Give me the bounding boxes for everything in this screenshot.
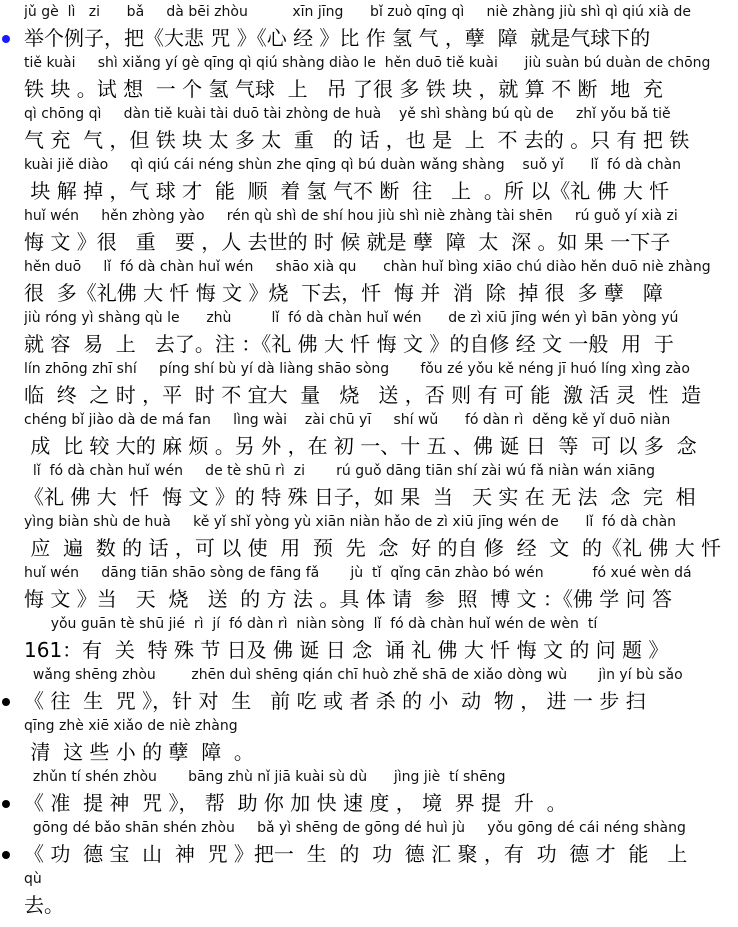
pinyin-line: jǔ gè lì zi bǎ dà bēi zhòu xīn jīng bǐ zuò qīng qì niè zhàng jiù shì qì qiú xià de: [24, 4, 692, 20]
passage-line: [0, 259, 738, 311]
chinese-line: 悔 文 》很 重 要 ，人 去世的 时 候 就是 孽 障 太 深 。如 果 一下子: [24, 230, 671, 254]
passage-line: [0, 208, 738, 260]
chinese-line: 很 多《礼佛 大 忏 悔 文 》烧 下去，忏 悔 并 消 除 掉 很 多 孽 障: [24, 281, 663, 305]
chinese-line: 悔 文 》当 天 烧 送 的 方 法 。具 体 请 参 照 博 文 ：《佛 学 问 答: [24, 587, 673, 611]
pinyin-line: qù: [24, 871, 42, 887]
chinese-line: 气 充 气 ，但 铁 块 太 多 太 重 的 话 ，也 是 上 不 去的 。只 有 把 铁: [24, 128, 690, 152]
chinese-line: 《 往 生 咒 》，针 对 生 前 吃 或 者 杀 的 小 动 物 ， 进 一 步 扫: [24, 689, 646, 713]
pinyin-line: lín zhōng zhī shí píng shí bù yí dà liàng shāo sòng fǒu zé yǒu kě néng jī huó líng xìng zào: [24, 361, 690, 377]
passage-line: [0, 106, 738, 158]
pinyin-line: zhǔn tí shén zhòu bāng zhù nǐ jiā kuài sù dù jìng jiè tí shēng: [24, 769, 506, 785]
chinese-line: 《 功 德 宝 山 神 咒 》把一 生 的 功 德 汇 聚 ，有 功 德 才 能 上: [24, 842, 688, 866]
chinese-line: 临 终 之 时 ，平 时 不 宜大 量 烧 送 ，否 则 有 可 能 激 活 灵 性 造: [24, 383, 702, 407]
chinese-line: 《礼 佛 大 忏 悔 文 》的 特 殊 日子，如 果 当 天 实 在 无 法 念 完 相: [24, 485, 696, 509]
pinyin-line: yǒu guān tè shū jié rì jí fó dàn rì niàn sòng lǐ fó dà chàn huǐ wén de wèn tí: [24, 616, 598, 632]
pinyin-line: qì chōng qì dàn tiě kuài tài duō tài zhòng de huà yě shì shàng bú qù de zhǐ yǒu bǎ tiě: [24, 106, 671, 122]
passage-line: [0, 55, 738, 107]
chinese-line: 就 容 易 上 去了。注 ：《礼 佛 大 忏 悔 文 》的自修 经 文 一般 用 于: [24, 332, 674, 356]
pinyin-line: lǐ fó dà chàn huǐ wén de tè shū rì zi rú guǒ dāng tiān shí zài wú fǎ niàn wán xiāng: [24, 463, 655, 479]
list-item-continuation: [0, 718, 738, 770]
passage-line: [0, 412, 738, 464]
passage-line: [0, 565, 738, 617]
passage-line: [0, 157, 738, 209]
list-item-continuation: [0, 871, 738, 923]
chinese-line: 铁 块 。试 想 一 个 氢 气球 上 吊 了很 多 铁 块 ，就 算 不 断 地 充: [24, 77, 663, 101]
pinyin-line: chéng bǐ jiào dà de má fan lìng wài zài chū yī shí wǔ fó dàn rì děng kě yǐ duō niàn: [24, 412, 671, 428]
pinyin-line: huǐ wén hěn zhòng yào rén qù shì de shí hou jiù shì niè zhàng tài shēn rú guǒ yí xià zi: [24, 208, 678, 224]
passage-line: [0, 361, 738, 413]
pinyin-line: qīng zhè xiē xiǎo de niè zhàng: [24, 718, 238, 734]
passage-line: [0, 514, 738, 566]
bullet-icon: [2, 800, 10, 808]
bullet-icon: [2, 851, 10, 859]
pinyin-line: tiě kuài shì xiǎng yí gè qīng qì qiú shàng diào le hěn duō tiě kuài jiù suàn bú duàn de chōng: [24, 55, 711, 71]
pinyin-line: wǎng shēng zhòu zhēn duì shēng qián chī huò zhě shā de xiǎo dòng wù jìn yí bù sǎo: [24, 667, 683, 683]
chinese-line: 《 准 提 神 咒 》， 帮 助 你 加 快 速 度 ， 境 界 提 升 。: [24, 791, 567, 815]
chinese-line: 去。: [24, 893, 64, 917]
list-item: [0, 667, 738, 719]
chinese-line: 161：有 关 特 殊 节 日及 佛 诞 日 念 诵 礼 佛 大 忏 悔 文 的 问 题 》: [24, 638, 669, 662]
chinese-line: 应 遍 数 的 话 ，可 以 使 用 预 先 念 好 的自 修 经 文 的《礼 佛 大 忏: [24, 536, 722, 560]
bullet-icon: [2, 698, 10, 706]
pinyin-line: huǐ wén dāng tiān shāo sòng de fāng fǎ jù tǐ qǐng cān zhào bó wén fó xué wèn dá: [24, 565, 692, 581]
chinese-line: 举个例子，把《大悲 咒 》《心 经 》比 作 氢 气 ，孽 障 就是气球下的: [24, 26, 651, 50]
chinese-line: 成 比 较 大的 麻 烦 。另 外 ，在 初 一、十 五 、佛 诞 日 等 可 以 多 念: [24, 434, 697, 458]
chinese-line: 块 解 掉 ，气 球 才 能 顺 着 氢 气不 断 往 上 。所 以《礼 佛 大 忏: [24, 179, 670, 203]
bullet-icon: [2, 35, 10, 43]
list-item: [0, 769, 738, 821]
pinyin-line: kuài jiě diào qì qiú cái néng shùn zhe qīng qì bú duàn wǎng shàng suǒ yǐ lǐ fó dà chàn: [24, 157, 682, 173]
passage-line: [0, 4, 738, 56]
pinyin-line: yìng biàn shù de huà kě yǐ shǐ yòng yù xiān niàn hǎo de zì xiū jīng wén de lǐ fó dà chàn: [24, 514, 677, 530]
pinyin-line: gōng dé bǎo shān shén zhòu bǎ yì shēng de gōng dé huì jù yǒu gōng dé cái néng shàng: [24, 820, 686, 836]
passage-line: [0, 310, 738, 362]
list-item: [0, 820, 738, 872]
chinese-line: 清 这 些 小 的 孽 障 。: [24, 740, 254, 764]
passage-line: [0, 463, 738, 515]
pinyin-line: hěn duō lǐ fó dà chàn huǐ wén shāo xià qu chàn huǐ bìng xiāo chú diào hěn duō niè zhàng: [24, 259, 711, 275]
pinyin-line: jiù róng yì shàng qù le zhù lǐ fó dà chàn huǐ wén de zì xiū jīng wén yì bān yòng yú: [24, 310, 679, 326]
passage-line: [0, 616, 738, 668]
